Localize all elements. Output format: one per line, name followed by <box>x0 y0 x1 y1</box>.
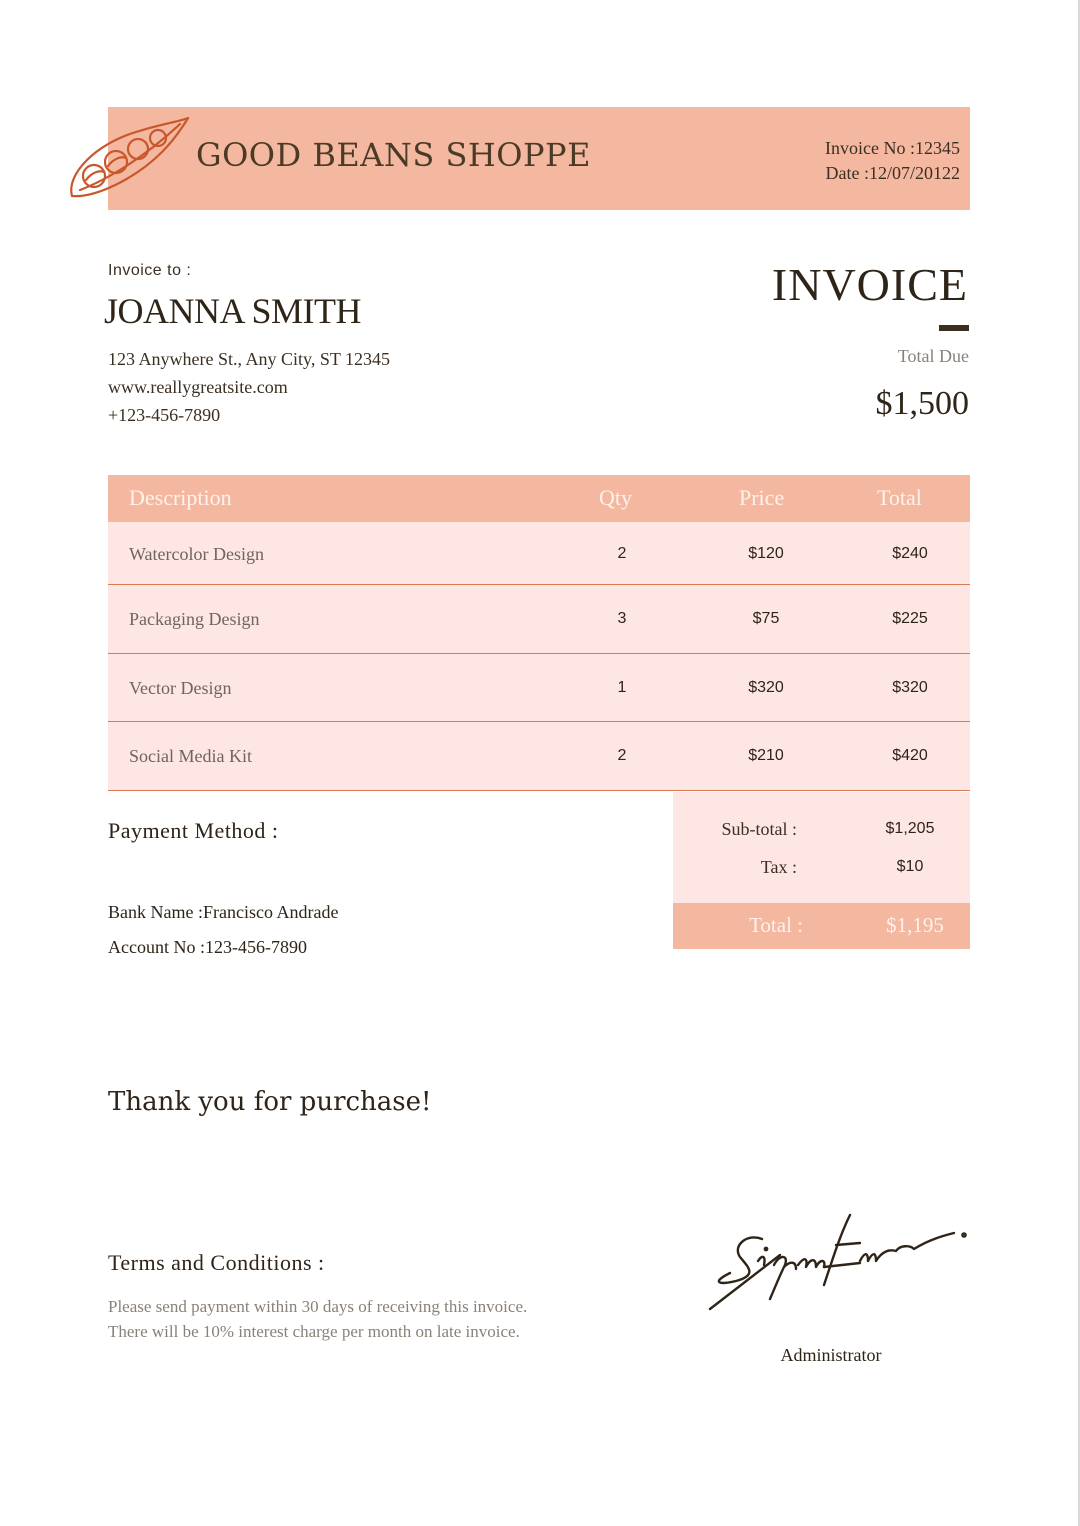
header-total: Total <box>877 485 922 510</box>
brand-name: GOOD BEANS SHOPPE <box>196 136 591 174</box>
client-website: www.reallygreatsite.com <box>108 377 288 397</box>
row-qty: 1 <box>617 679 627 696</box>
row-price: $120 <box>748 545 784 562</box>
row-description: Social Media Kit <box>129 746 252 766</box>
thank-you-message: Thank you for purchase! <box>108 1087 432 1117</box>
subtotal-label: Sub-total : <box>721 819 797 839</box>
terms-body: Please send payment within 30 days of receiving this invoice. There will be 10% interest charge per month on late invoice. <box>108 1297 528 1341</box>
row-description: Packaging Design <box>129 609 260 629</box>
invoice-meta <box>825 136 960 186</box>
signature-role: Administrator <box>780 1345 882 1365</box>
row-total: $320 <box>892 679 928 696</box>
grand-total-box <box>673 903 970 949</box>
tax-label: Tax : <box>760 857 797 877</box>
row-price: $210 <box>748 747 784 764</box>
totals-box <box>673 792 970 903</box>
row-price: $75 <box>752 610 780 627</box>
signature-image <box>700 1205 972 1320</box>
row-qty: 2 <box>617 545 627 562</box>
row-price: $320 <box>748 679 784 696</box>
grand-total-value: $1,195 <box>886 913 944 937</box>
row-qty: 3 <box>617 610 627 627</box>
table-row <box>108 585 970 654</box>
title-underline <box>939 325 969 331</box>
row-total: $420 <box>892 747 928 764</box>
header-qty: Qty <box>599 485 632 510</box>
account-number: Account No :123-456-7890 <box>108 937 307 957</box>
client-phone: +123-456-7890 <box>108 405 221 425</box>
row-description: Watercolor Design <box>129 544 264 564</box>
header-description: Description <box>129 485 232 510</box>
table-row <box>108 654 970 722</box>
client-info <box>108 345 390 429</box>
client-address: 123 Anywhere St., Any City, ST 12345 <box>108 349 391 369</box>
bank-name: Bank Name :Francisco Andrade <box>108 902 339 922</box>
header-price: Price <box>739 485 785 510</box>
invoice-number: Invoice No :12345 <box>825 138 960 158</box>
row-description: Vector Design <box>129 678 232 698</box>
line-items-table <box>108 475 970 791</box>
total-due-amount: $1,500 <box>875 385 969 422</box>
invoice-date: Date :12/07/20122 <box>825 163 960 183</box>
terms-title: Terms and Conditions : <box>108 1250 325 1275</box>
tax-value: $10 <box>896 858 924 875</box>
table-header <box>108 475 970 522</box>
pea-pod-icon <box>66 114 192 202</box>
row-qty: 2 <box>617 747 627 764</box>
row-total: $225 <box>892 610 928 627</box>
table-row <box>108 522 970 585</box>
payment-method-title: Payment Method : <box>108 818 279 843</box>
client-name: JOANNA SMITH <box>104 291 362 331</box>
invoice-title: INVOICE <box>771 259 968 310</box>
row-total: $240 <box>892 545 928 562</box>
subtotal-value: $1,205 <box>885 820 935 837</box>
grand-total-label: Total : <box>749 913 803 937</box>
total-due-label: Total Due <box>897 346 969 366</box>
table-row <box>108 722 970 791</box>
invoice-to-label: Invoice to : <box>108 262 192 279</box>
